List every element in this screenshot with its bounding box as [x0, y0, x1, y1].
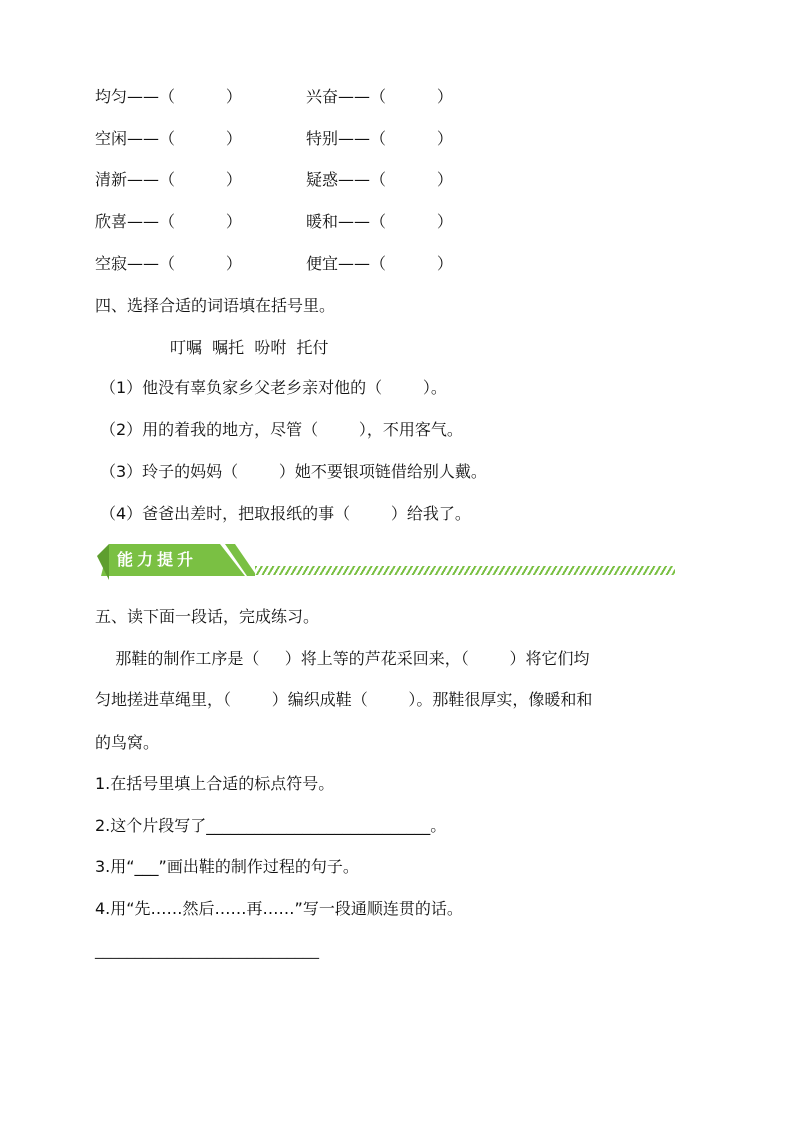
banner-label: 能力提升 [117, 550, 198, 569]
question-line: 4.用“先……然后……再……”写一段通顺连贯的话。 [95, 899, 463, 918]
word-pair-right: 兴奋——（ ） [306, 87, 453, 106]
word-pair-left: 均匀——（ ） [95, 87, 242, 106]
passage-line: 的鸟窝。 [95, 733, 160, 752]
word-pair-left: 欣喜——（ ） [95, 212, 242, 231]
question-line: 2.这个片段写了____________________________。 [95, 816, 447, 835]
word-pair-left: 空寂——（ ） [95, 254, 242, 273]
question-item: （1）他没有辜负家乡父老乡亲对他的（ ）。 [100, 378, 447, 397]
section4-title: 四、选择合适的词语填在括号里。 [95, 296, 336, 315]
answer-line[interactable]: ____________________________ [95, 940, 319, 959]
passage-line: 那鞋的制作工序是（ ）将上等的芦花采回来，（ ）将它们均 [95, 649, 590, 668]
word-bank: 叮嘱 嘱托 吩咐 托付 [170, 338, 329, 357]
question-item: （3）玲子的妈妈（ ）她不要银项链借给别人戴。 [100, 462, 487, 481]
question-item: （2）用的着我的地方，尽管（ ），不用客气。 [100, 420, 463, 439]
word-pair-right: 特别——（ ） [306, 129, 453, 148]
word-pair-left: 清新——（ ） [95, 170, 242, 189]
passage-line: 匀地搓进草绳里，（ ）编织成鞋（ ）。那鞋很厚实，像暖和和 [95, 690, 593, 709]
question-item: （4）爸爸出差时，把取报纸的事（ ）给我了。 [100, 504, 471, 523]
banner-hatch-decoration [255, 566, 675, 575]
word-pair-left: 空闲——（ ） [95, 129, 242, 148]
section-banner [95, 542, 675, 582]
question-line: 3.用“___”画出鞋的制作过程的句子。 [95, 857, 359, 876]
question-line: 1.在括号里填上合适的标点符号。 [95, 774, 335, 793]
section5-title: 五、读下面一段话，完成练习。 [95, 607, 320, 626]
word-pair-right: 便宜——（ ） [306, 254, 453, 273]
word-pair-right: 暖和——（ ） [306, 212, 453, 231]
word-pair-right: 疑惑——（ ） [306, 170, 453, 189]
